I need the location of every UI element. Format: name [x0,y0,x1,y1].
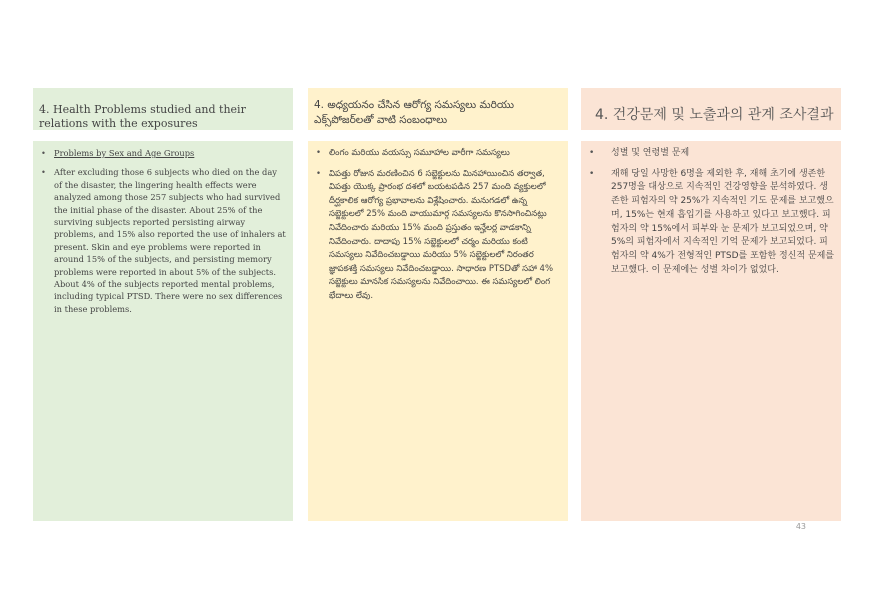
korean-header-panel [581,88,841,130]
korean-subheading: • 성별 및 연령별 문제 [589,147,835,161]
telugu-header-title: 4. అధ్యయనం చేసిన ఆరోగ్య సమస్యలు మరియు ఎక్స్‌పోజర్‌లతో వాటి సంబంధాలు [314,99,514,126]
telugu-body-panel [308,141,568,521]
english-bullet-list [41,147,287,315]
korean-body-panel [581,141,841,521]
english-body-panel [33,141,293,521]
korean-bullet-list [589,147,835,277]
telugu-header-panel [308,88,568,130]
english-subheading: • Problems by Sex and Age Groups [41,147,287,159]
page-number: 43 [795,522,806,531]
telugu-bullet-list [316,147,562,304]
telugu-subheading: • లింగం మరియు వయస్సు సమూహాల వారీగా సమస్యలు [316,147,562,161]
korean-paragraph: • 재해 당일 사망한 6명을 제외한 후, 재해 초기에 생존한 257명을 대상으로 지속적인 건강영향을 분석하였다. 생존한 피험자의 약 25%가 지속적인 기도 문제를 보고했으며, 15%는 현재 흡입기를 사용하고 있다고 보고했다. 피험자의 약 15%에서 피부와 눈 문제가 보고되었으며, 약 5%의 피험자에서 지속적인 기억 문제가 보고되었다. 피험자의 약 4%가 전형적인 PTSD를 포함한 정신적 문제를 보고했다. 이 문제에는 성별 차이가 없었다. [589,168,835,278]
english-paragraph: • After excluding those 6 subjects who died on the day of the disaster, the lingering health effects were analyzed among those 257 subjects who had survived the initial phase of the disaster. About 25% of the surviving subjects reported persisting airway problems, and 15% also reported the use of inhalers at present. Skin and eye problems were reported in around 15% of the subjects, and persisting memory problems were reported in about 5% of the subjects. About 4% of the subjects reported mental problems, including typical PTSD. There were no sex differences in these problems. [41,166,287,315]
english-header-panel [33,88,293,130]
telugu-paragraph: • విపత్తు రోజున మరణించిన 6 సబ్జెక్టులను మినహాయించిన తర్వాత, విపత్తు యొక్క ప్రారంభ దశలో బయటపడిన 257 మంది వ్యక్తులలో దీర్ఘకాలిక ఆరోగ్య ప్రభావాలను విశ్లేషించారు. మనుగడలో ఉన్న సబ్జెక్టులలో 25% మంది వాయుమార్గ సమస్యలను కొనసాగించినట్లు నివేదించారు మరియు 15% మంది ప్రస్తుతం ఇన్హేలర్ల వాడకాన్ని నివేదించారు. దాదాపు 15% సబ్జెక్టులలో చర్మం మరియు కంటి సమస్యలు నివేదించబడ్డాయి మరియు 5% సబ్జెక్టులలో నిరంతర జ్ఞాపకశక్తి సమస్యలు నివేదించబడ్డాయి. సాధారణ PTSDతో సహా 4% సబ్జెక్టులు మానసిక సమస్యలను నివేదించాయి. ఈ సమస్యలలో లింగ భేదాలు లేవు. [316,168,562,304]
english-header-title: 4. Health Problems studied and their relations with the exposures [39,103,246,130]
korean-header-title: 4. 건강문제 및 노출과의 관계 조사결과 [595,107,834,123]
